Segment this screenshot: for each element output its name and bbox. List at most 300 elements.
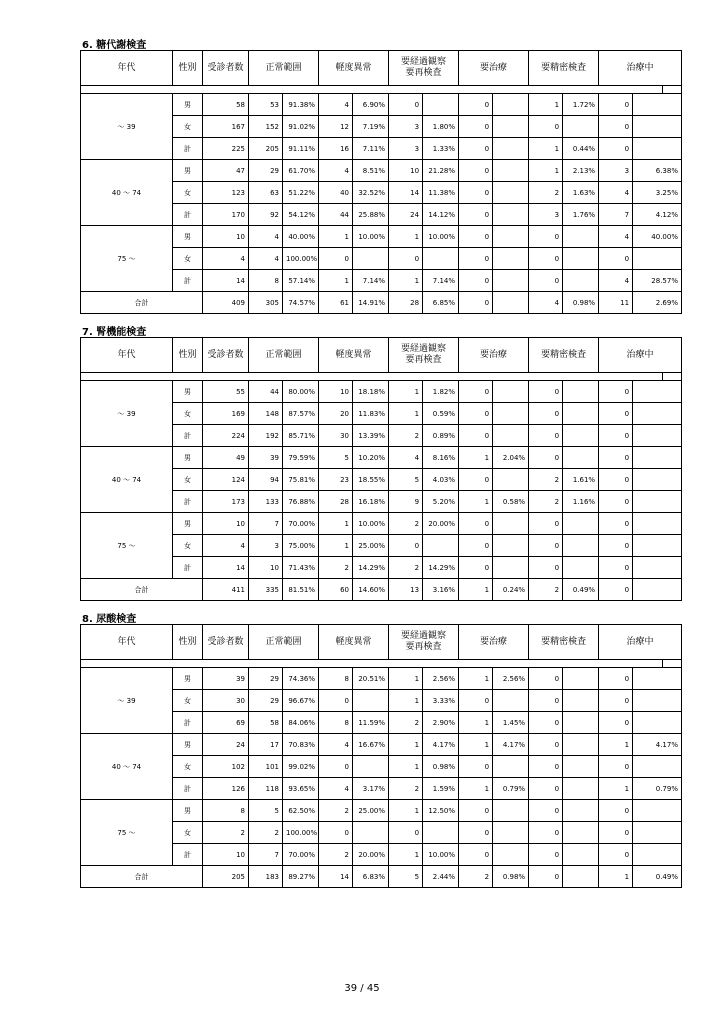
data-cell: 0 [529, 535, 563, 557]
data-cell: 10.00% [353, 513, 389, 535]
data-cell [353, 690, 389, 712]
total-label: 合計 [81, 866, 203, 888]
data-cell: 4.17% [633, 734, 682, 756]
data-cell: 2 [389, 778, 423, 800]
age-group-label: 75 ～ [81, 226, 173, 292]
total-cell: 0 [599, 579, 633, 601]
age-group-label: 75 ～ [81, 800, 173, 866]
data-cell: 4.17% [493, 734, 529, 756]
data-cell [633, 535, 682, 557]
data-cell: 102 [203, 756, 249, 778]
header-observe-line1: 要経過観察 [401, 57, 447, 67]
data-cell: 2 [319, 844, 353, 866]
header-examinees: 受診者数 [203, 625, 249, 660]
data-cell [563, 403, 599, 425]
data-cell: 0.79% [633, 778, 682, 800]
data-cell: 25.00% [353, 800, 389, 822]
data-cell: 0 [529, 226, 563, 248]
data-cell [633, 513, 682, 535]
data-cell: 29 [249, 690, 283, 712]
data-cell [563, 270, 599, 292]
total-cell: 305 [249, 292, 283, 314]
data-cell: 0 [459, 381, 493, 403]
data-cell: 1 [389, 756, 423, 778]
data-cell: 23 [319, 469, 353, 491]
data-cell: 1 [389, 844, 423, 866]
data-cell: 1 [389, 668, 423, 690]
data-cell [563, 712, 599, 734]
data-cell: 2 [529, 182, 563, 204]
header-under-treatment: 治療中 [599, 338, 682, 373]
sex-label: 計 [173, 557, 203, 579]
data-cell: 87.57% [283, 403, 319, 425]
data-cell [633, 381, 682, 403]
data-cell [493, 844, 529, 866]
data-cell [633, 94, 682, 116]
sex-label: 男 [173, 800, 203, 822]
header-examinees: 受診者数 [203, 51, 249, 86]
data-cell: 0 [459, 469, 493, 491]
data-cell: 3 [599, 160, 633, 182]
header-normal: 正常範囲 [249, 625, 319, 660]
total-cell: 4 [529, 292, 563, 314]
data-cell: 5 [249, 800, 283, 822]
data-cell: 0 [529, 270, 563, 292]
spacer [81, 660, 663, 668]
data-cell: 0 [599, 403, 633, 425]
data-cell [493, 270, 529, 292]
data-cell [493, 557, 529, 579]
data-cell: 24 [389, 204, 423, 226]
data-cell: 0 [529, 557, 563, 579]
data-cell: 75.00% [283, 535, 319, 557]
total-cell: 0 [529, 866, 563, 888]
data-cell: 1.61% [563, 469, 599, 491]
data-cell [633, 116, 682, 138]
data-cell: 20.00% [353, 844, 389, 866]
data-cell: 4 [599, 182, 633, 204]
header-observe-line2: 要再検査 [405, 642, 442, 652]
data-cell: 10 [249, 557, 283, 579]
data-cell: 1.59% [423, 778, 459, 800]
total-cell: 6.83% [353, 866, 389, 888]
data-cell: 2.90% [423, 712, 459, 734]
data-cell: 2 [389, 425, 423, 447]
data-cell [563, 116, 599, 138]
page-number: 39 / 45 [344, 983, 380, 994]
data-cell: 70.00% [283, 513, 319, 535]
header-mild: 軽度異常 [319, 338, 389, 373]
data-cell: 0 [599, 447, 633, 469]
data-cell [493, 94, 529, 116]
data-cell: 0 [529, 116, 563, 138]
table-row [81, 513, 682, 535]
data-cell: 12.50% [423, 800, 459, 822]
data-cell: 2 [203, 822, 249, 844]
data-cell: 58 [249, 712, 283, 734]
data-cell: 12 [319, 116, 353, 138]
data-cell: 0 [529, 734, 563, 756]
data-cell: 14.29% [353, 557, 389, 579]
data-cell [633, 469, 682, 491]
data-cell [493, 403, 529, 425]
data-cell: 0 [529, 844, 563, 866]
data-cell: 0 [529, 822, 563, 844]
data-cell: 80.00% [283, 381, 319, 403]
header-treatment: 要治療 [459, 625, 529, 660]
section-title: 6. 糖代謝検査 [82, 40, 147, 51]
data-cell: 85.71% [283, 425, 319, 447]
data-cell [493, 381, 529, 403]
data-cell: 2 [319, 800, 353, 822]
data-cell [423, 94, 459, 116]
data-cell: 0 [459, 94, 493, 116]
data-cell [563, 535, 599, 557]
data-cell: 9 [389, 491, 423, 513]
data-cell: 99.02% [283, 756, 319, 778]
total-cell [633, 579, 682, 601]
data-cell [493, 756, 529, 778]
sex-label: 女 [173, 469, 203, 491]
data-cell: 0 [459, 138, 493, 160]
data-cell: 79.59% [283, 447, 319, 469]
data-cell: 0 [319, 248, 353, 270]
data-cell: 1 [389, 381, 423, 403]
table-row [81, 160, 682, 182]
data-cell: 13.39% [353, 425, 389, 447]
header-detailed: 要精密検査 [529, 625, 599, 660]
data-cell: 1 [319, 226, 353, 248]
header-mild: 軽度異常 [319, 625, 389, 660]
data-cell [633, 844, 682, 866]
data-cell: 93.65% [283, 778, 319, 800]
data-cell: 2 [529, 491, 563, 513]
data-cell: 0 [459, 513, 493, 535]
data-cell: 14 [389, 182, 423, 204]
data-cell: 126 [203, 778, 249, 800]
data-cell: 0 [599, 822, 633, 844]
data-cell: 7.14% [353, 270, 389, 292]
data-cell: 0 [599, 535, 633, 557]
sex-label: 女 [173, 535, 203, 557]
sex-label: 計 [173, 844, 203, 866]
data-cell: 0.79% [493, 778, 529, 800]
data-cell: 10.00% [423, 844, 459, 866]
data-cell: 5.20% [423, 491, 459, 513]
data-cell: 3.17% [353, 778, 389, 800]
data-cell: 7.19% [353, 116, 389, 138]
data-cell: 4.17% [423, 734, 459, 756]
table-row [81, 226, 682, 248]
sex-label: 女 [173, 756, 203, 778]
header-age: 年代 [81, 625, 173, 660]
data-cell: 20.51% [353, 668, 389, 690]
data-cell: 11.59% [353, 712, 389, 734]
data-cell: 6.90% [353, 94, 389, 116]
data-cell: 173 [203, 491, 249, 513]
data-cell [563, 668, 599, 690]
sex-label: 女 [173, 116, 203, 138]
section-title: 7. 腎機能検査 [82, 327, 147, 338]
data-cell: 7.11% [353, 138, 389, 160]
total-cell: 3.16% [423, 579, 459, 601]
data-cell [423, 822, 459, 844]
data-cell: 0 [459, 204, 493, 226]
data-cell: 10 [203, 226, 249, 248]
data-cell [493, 513, 529, 535]
data-cell: 7 [599, 204, 633, 226]
data-cell: 96.67% [283, 690, 319, 712]
data-cell: 11.83% [353, 403, 389, 425]
data-cell: 2.04% [493, 447, 529, 469]
data-cell [353, 756, 389, 778]
data-cell: 16.67% [353, 734, 389, 756]
data-cell [563, 381, 599, 403]
data-cell: 4 [203, 535, 249, 557]
data-cell [563, 800, 599, 822]
data-cell: 2 [389, 712, 423, 734]
data-cell [563, 734, 599, 756]
total-cell: 2 [459, 866, 493, 888]
data-cell [493, 469, 529, 491]
renal-function-table [80, 337, 682, 601]
data-cell [493, 138, 529, 160]
data-cell: 0 [599, 668, 633, 690]
data-cell: 0 [599, 712, 633, 734]
total-row [81, 579, 682, 601]
sex-label: 男 [173, 160, 203, 182]
data-cell: 10 [203, 844, 249, 866]
header-observe [389, 338, 459, 373]
data-cell: 94 [249, 469, 283, 491]
data-cell: 8.16% [423, 447, 459, 469]
total-cell [493, 292, 529, 314]
data-cell: 7.14% [423, 270, 459, 292]
data-cell: 4 [319, 160, 353, 182]
data-cell: 57.14% [283, 270, 319, 292]
data-cell [493, 182, 529, 204]
data-cell: 14 [203, 557, 249, 579]
table-row [81, 381, 682, 403]
data-cell: 40.00% [633, 226, 682, 248]
data-cell: 7 [249, 844, 283, 866]
data-cell: 4 [599, 270, 633, 292]
sex-label: 女 [173, 403, 203, 425]
sex-label: 計 [173, 712, 203, 734]
data-cell: 0 [529, 756, 563, 778]
data-cell: 39 [203, 668, 249, 690]
data-cell [493, 160, 529, 182]
uric-acid-table [80, 624, 682, 888]
data-cell: 4 [319, 734, 353, 756]
data-cell [633, 690, 682, 712]
total-cell: 0.49% [633, 866, 682, 888]
data-cell: 0 [319, 822, 353, 844]
data-cell: 167 [203, 116, 249, 138]
data-cell: 0 [389, 822, 423, 844]
header-under-treatment: 治療中 [599, 51, 682, 86]
data-cell: 0 [529, 668, 563, 690]
data-cell: 0 [459, 690, 493, 712]
data-cell [633, 491, 682, 513]
data-cell: 0 [389, 248, 423, 270]
total-cell: 1 [459, 579, 493, 601]
total-cell: 13 [389, 579, 423, 601]
data-cell: 0 [459, 160, 493, 182]
total-cell: 14.91% [353, 292, 389, 314]
data-cell [353, 248, 389, 270]
data-cell: 2 [249, 822, 283, 844]
header-normal: 正常範囲 [249, 51, 319, 86]
total-cell: 0.98% [563, 292, 599, 314]
data-cell: 0 [529, 513, 563, 535]
data-cell: 0 [459, 248, 493, 270]
data-cell: 55 [203, 381, 249, 403]
data-cell: 0 [599, 513, 633, 535]
data-cell: 0 [599, 491, 633, 513]
data-cell: 24 [203, 734, 249, 756]
data-cell: 2 [319, 557, 353, 579]
data-cell: 0 [529, 712, 563, 734]
data-cell: 3 [249, 535, 283, 557]
spacer-row [81, 86, 682, 94]
sex-label: 男 [173, 513, 203, 535]
data-cell: 1 [319, 513, 353, 535]
data-cell: 40.00% [283, 226, 319, 248]
data-cell: 0.98% [423, 756, 459, 778]
data-cell: 1 [459, 712, 493, 734]
data-cell [493, 204, 529, 226]
total-cell: 74.57% [283, 292, 319, 314]
data-cell: 1 [389, 403, 423, 425]
data-cell: 18.18% [353, 381, 389, 403]
data-cell: 1 [599, 734, 633, 756]
sex-label: 男 [173, 447, 203, 469]
data-cell: 0 [529, 403, 563, 425]
header-mild: 軽度異常 [319, 51, 389, 86]
data-cell [563, 248, 599, 270]
data-cell: 152 [249, 116, 283, 138]
data-cell: 4 [203, 248, 249, 270]
total-cell: 60 [319, 579, 353, 601]
data-cell: 0 [459, 226, 493, 248]
data-cell [633, 403, 682, 425]
data-cell: 10 [203, 513, 249, 535]
data-cell: 17 [249, 734, 283, 756]
data-cell: 1 [389, 226, 423, 248]
data-cell [633, 822, 682, 844]
sex-label: 計 [173, 425, 203, 447]
data-cell: 91.02% [283, 116, 319, 138]
section-title: 8. 尿酸検査 [82, 614, 137, 625]
data-cell: 28 [319, 491, 353, 513]
header-observe-line2: 要再検査 [405, 355, 442, 365]
data-cell [493, 226, 529, 248]
data-cell: 2.56% [423, 668, 459, 690]
data-cell: 14.29% [423, 557, 459, 579]
data-cell [633, 800, 682, 822]
data-cell: 0 [529, 800, 563, 822]
data-cell: 58 [203, 94, 249, 116]
data-cell: 0 [529, 425, 563, 447]
data-cell: 1 [319, 270, 353, 292]
data-cell: 4.12% [633, 204, 682, 226]
total-cell: 0.24% [493, 579, 529, 601]
header-sex: 性別 [173, 625, 203, 660]
data-cell: 10 [389, 160, 423, 182]
data-cell: 92 [249, 204, 283, 226]
data-cell [493, 800, 529, 822]
header-age: 年代 [81, 51, 173, 86]
data-cell: 2 [389, 513, 423, 535]
data-cell: 0 [599, 469, 633, 491]
data-cell: 0.59% [423, 403, 459, 425]
data-cell: 8 [203, 800, 249, 822]
data-cell [423, 535, 459, 557]
data-cell: 1 [529, 138, 563, 160]
table-row [81, 734, 682, 756]
data-cell [423, 248, 459, 270]
total-label: 合計 [81, 579, 203, 601]
data-cell: 1.45% [493, 712, 529, 734]
data-cell: 4 [319, 778, 353, 800]
data-cell: 1.76% [563, 204, 599, 226]
table-row [81, 800, 682, 822]
sex-label: 計 [173, 204, 203, 226]
data-cell: 20.00% [423, 513, 459, 535]
data-cell: 76.88% [283, 491, 319, 513]
data-cell [563, 513, 599, 535]
data-cell: 47 [203, 160, 249, 182]
data-cell [563, 844, 599, 866]
total-cell: 2.69% [633, 292, 682, 314]
sex-label: 女 [173, 182, 203, 204]
data-cell: 69 [203, 712, 249, 734]
data-cell [563, 447, 599, 469]
data-cell: 30 [203, 690, 249, 712]
data-cell: 0 [599, 116, 633, 138]
data-cell: 1 [459, 734, 493, 756]
data-cell: 123 [203, 182, 249, 204]
header-sex: 性別 [173, 338, 203, 373]
data-cell: 8 [249, 270, 283, 292]
data-cell [493, 425, 529, 447]
data-cell: 2.13% [563, 160, 599, 182]
data-cell [353, 822, 389, 844]
data-cell: 1 [389, 270, 423, 292]
data-cell: 0 [389, 94, 423, 116]
data-cell: 28.57% [633, 270, 682, 292]
data-cell: 1.16% [563, 491, 599, 513]
data-cell: 4 [599, 226, 633, 248]
total-cell: 81.51% [283, 579, 319, 601]
data-cell: 100.00% [283, 822, 319, 844]
header-observe-line1: 要経過観察 [401, 631, 447, 641]
data-cell [563, 425, 599, 447]
total-cell: 2.44% [423, 866, 459, 888]
data-cell: 1.63% [563, 182, 599, 204]
age-group-label: ～ 39 [81, 94, 173, 160]
data-cell [493, 116, 529, 138]
data-cell: 91.38% [283, 94, 319, 116]
data-cell: 0 [459, 116, 493, 138]
data-cell: 0 [459, 800, 493, 822]
data-cell: 1 [319, 535, 353, 557]
total-row [81, 866, 682, 888]
data-cell: 91.11% [283, 138, 319, 160]
data-cell: 1 [459, 447, 493, 469]
data-cell [563, 778, 599, 800]
